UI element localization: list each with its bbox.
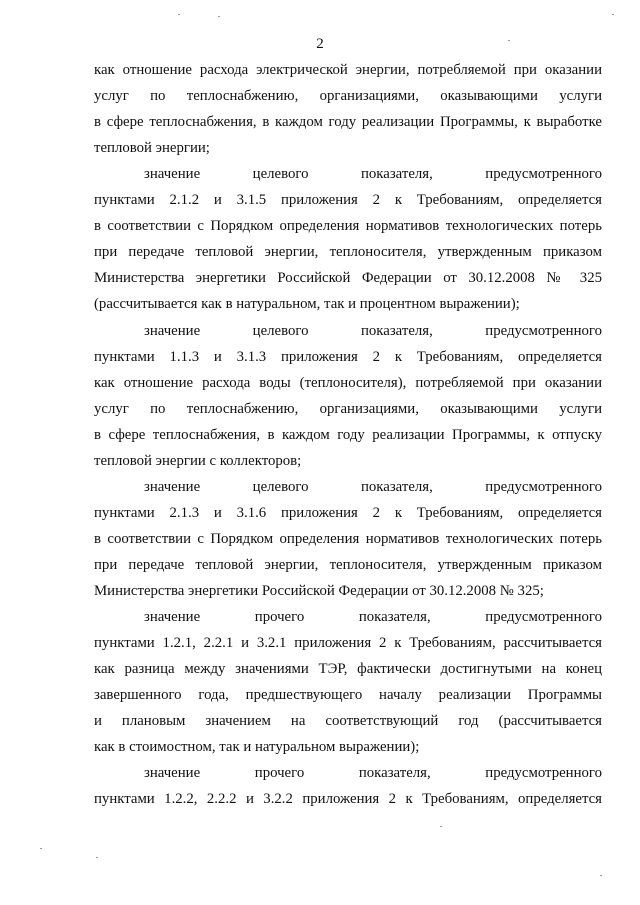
paragraph-line: (рассчитывается как в натуральном, так и процентном выражении); xyxy=(94,296,520,312)
paragraph-line: как в стоимостном, так и натуральном выражении); xyxy=(94,739,420,755)
scan-speck xyxy=(600,875,602,876)
scan-speck xyxy=(178,14,180,15)
paragraph-line: пунктами 1.1.3 и 3.1.3 приложения 2 к Требованиям, определяется xyxy=(94,349,602,365)
paragraph-line: услуг по теплоснабжению, организациями, оказывающими услуги xyxy=(94,401,602,417)
paragraph-line: Министерства энергетики Российской Федерации от 30.12.2008 № 325 xyxy=(94,270,602,286)
scan-speck xyxy=(96,857,98,858)
page-number: 2 xyxy=(316,36,324,52)
paragraph-line: услуг по теплоснабжению, организациями, оказывающими услуги xyxy=(94,88,602,104)
paragraph-line: как отношение расхода воды (теплоносителя), потребляемой при оказании xyxy=(94,375,602,391)
paragraph-line: при передаче тепловой энергии, теплоносителя, утвержденным приказом xyxy=(94,244,602,260)
paragraph-line: пунктами 2.1.2 и 3.1.5 приложения 2 к Требованиям, определяется xyxy=(94,192,602,208)
scan-speck xyxy=(612,14,614,15)
paragraph-line: тепловой энергии с коллекторов; xyxy=(94,453,302,469)
paragraph-first-line: значение целевого показателя, предусмотренного xyxy=(144,323,602,339)
paragraph-first-line: значение прочего показателя, предусмотренного xyxy=(144,609,602,625)
paragraph-line: пунктами 1.2.1, 2.2.1 и 3.2.1 приложения 2 к Требованиям, рассчитывается xyxy=(94,635,602,651)
scan-speck xyxy=(40,848,42,849)
paragraph-line: завершенного года, предшествующего началу реализации Программы xyxy=(94,687,602,703)
scan-speck xyxy=(218,16,220,17)
paragraph-line: в соответствии с Порядком определения нормативов технологических потерь xyxy=(94,218,602,234)
scan-speck xyxy=(508,40,510,41)
paragraph-line: пунктами 2.1.3 и 3.1.6 приложения 2 к Требованиям, определяется xyxy=(94,505,602,521)
paragraph-line: в соответствии с Порядком определения нормативов технологических потерь xyxy=(94,531,602,547)
paragraph-line: при передаче тепловой энергии, теплоносителя, утвержденным приказом xyxy=(94,557,602,573)
paragraph-first-line: значение целевого показателя, предусмотренного xyxy=(144,479,602,495)
paragraph-line: в сфере теплоснабжения, в каждом году реализации Программы, к отпуску xyxy=(94,427,602,443)
paragraph-line: и плановым значением на соответствующий год (рассчитывается xyxy=(94,713,602,729)
paragraph-line: тепловой энергии; xyxy=(94,140,210,156)
paragraph-first-line: значение целевого показателя, предусмотренного xyxy=(144,166,602,182)
scan-speck xyxy=(440,826,442,827)
paragraph-line: в сфере теплоснабжения, в каждом году реализации Программы, к выработке xyxy=(94,114,602,130)
paragraph-line: пунктами 1.2.2, 2.2.2 и 3.2.2 приложения 2 к Требованиям, определяется xyxy=(94,791,602,807)
paragraph-line: как разница между значениями ТЭР, фактически достигнутыми на конец xyxy=(94,661,602,677)
paragraph-line: как отношение расхода электрической энергии, потребляемой при оказании xyxy=(94,62,602,78)
paragraph-first-line: значение прочего показателя, предусмотренного xyxy=(144,765,602,781)
paragraph-line: Министерства энергетики Российской Федерации от 30.12.2008 № 325; xyxy=(94,583,544,599)
